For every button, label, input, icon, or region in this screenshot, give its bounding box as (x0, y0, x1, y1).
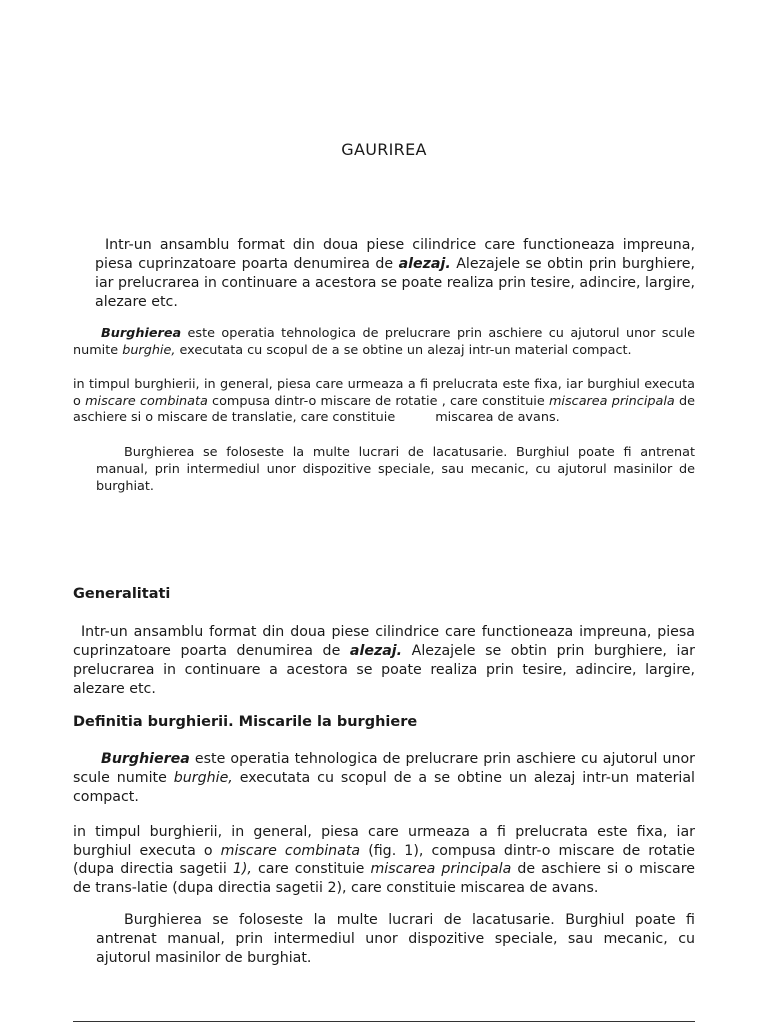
italic-text: miscare combinata (220, 842, 361, 859)
italic-text: burghie, (122, 343, 176, 358)
text-run: Intr-un ansamblu format din doua piese cilindrice care functioneaza impreuna, piesa cuprinzatoare poarta denumirea de (95, 237, 695, 272)
emphasis-text: alezaj. (349, 643, 403, 659)
text-run: miscarea de avans. (435, 410, 560, 425)
text-run: Alezajele se obtin prin burghiere, iar prelucrarea in continuare a acestora se poate realiza prin tesire, adincire, largire, alezare etc. (73, 643, 696, 697)
italic-text: 1), (232, 861, 252, 877)
text-run: executata cu scopul de a se obtine un alezaj intr-un material compact. (73, 770, 695, 805)
text-run: in timpul burghierii, in general, piesa care urmeaza a fi prelucrata este fixa, iar burghiul executa o (73, 377, 695, 409)
footer-divider (73, 1021, 695, 1022)
definitia-paragraph-1 (73, 750, 695, 807)
text-run: Burghierea se foloseste la multe lucrari de lacatusarie. Burghiul poate fi antrenat manual, prin intermediul unor dispozitive speciale, sau mecanic, cu ajutorul masinilor de burghiat. (96, 912, 695, 966)
intro-paragraph-2 (73, 325, 695, 359)
text-run: in timpul burghierii, in general, piesa care urmeaza a fi prelucrata este fixa, iar burghiul executa o (73, 824, 695, 859)
definitia-paragraph-2 (73, 823, 695, 897)
definitia-paragraph-3 (96, 911, 695, 968)
intro-paragraph-3 (73, 377, 695, 427)
text-run: este operatia tehnologica de prelucrare prin aschiere cu ajutorul unor scule numite (73, 326, 695, 358)
italic-text: miscarea principala (370, 861, 512, 877)
italic-text: burghie, (173, 770, 233, 786)
emphasis-text: Burghierea (101, 751, 190, 767)
text-run: de aschiere si o miscare de translatie, care constituie (73, 393, 695, 425)
intro-paragraph-1 (95, 236, 695, 312)
italic-text: miscare combinata (85, 393, 208, 409)
section-heading-generalitati: Generalitati (73, 586, 171, 602)
text-run: care constituie (251, 861, 371, 877)
emphasis-text: Burghierea (101, 326, 182, 341)
text-run: Alezajele se obtin prin burghiere, iar prelucrarea in continuare a acestora se poate realiza prin tesire, adincire, largire, alezare etc. (95, 256, 695, 310)
page-title: GAURIREA (341, 140, 427, 159)
section-heading-definitia: Definitia burghierii. Miscarile la burghiere (73, 714, 418, 730)
text-run: (fig. 1), compusa dintr-o miscare de rotatie (dupa directia sagetii (73, 842, 695, 877)
emphasis-text: alezaj. (398, 256, 451, 272)
text-run: este operatia tehnologica de prelucrare prin aschiere cu ajutorul unor scule numite (73, 751, 695, 786)
italic-text: miscarea principala (548, 393, 675, 409)
generalitati-paragraph (73, 623, 695, 699)
text-run: executata cu scopul de a se obtine un alezaj intr-un material compact. (175, 343, 632, 358)
text-run: de aschiere si o miscare de trans-latie (dupa directia sagetii 2), care constituie miscarea de avans. (73, 861, 696, 896)
text-run: compusa dintr-o miscare de rotatie , care constituie (207, 393, 549, 409)
text-run: Intr-un ansamblu format din doua piese cilindrice care functioneaza impreuna, piesa cuprinzatoare poarta denumirea de (73, 624, 695, 659)
text-run: Burghierea se foloseste la multe lucrari de lacatusarie. Burghiul poate fi antrenat manual, prin intermediul unor dispozitive speciale, sau mecanic, cu ajutorul masinilor de burghiat. (96, 445, 695, 494)
intro-paragraph-4 (96, 444, 695, 495)
